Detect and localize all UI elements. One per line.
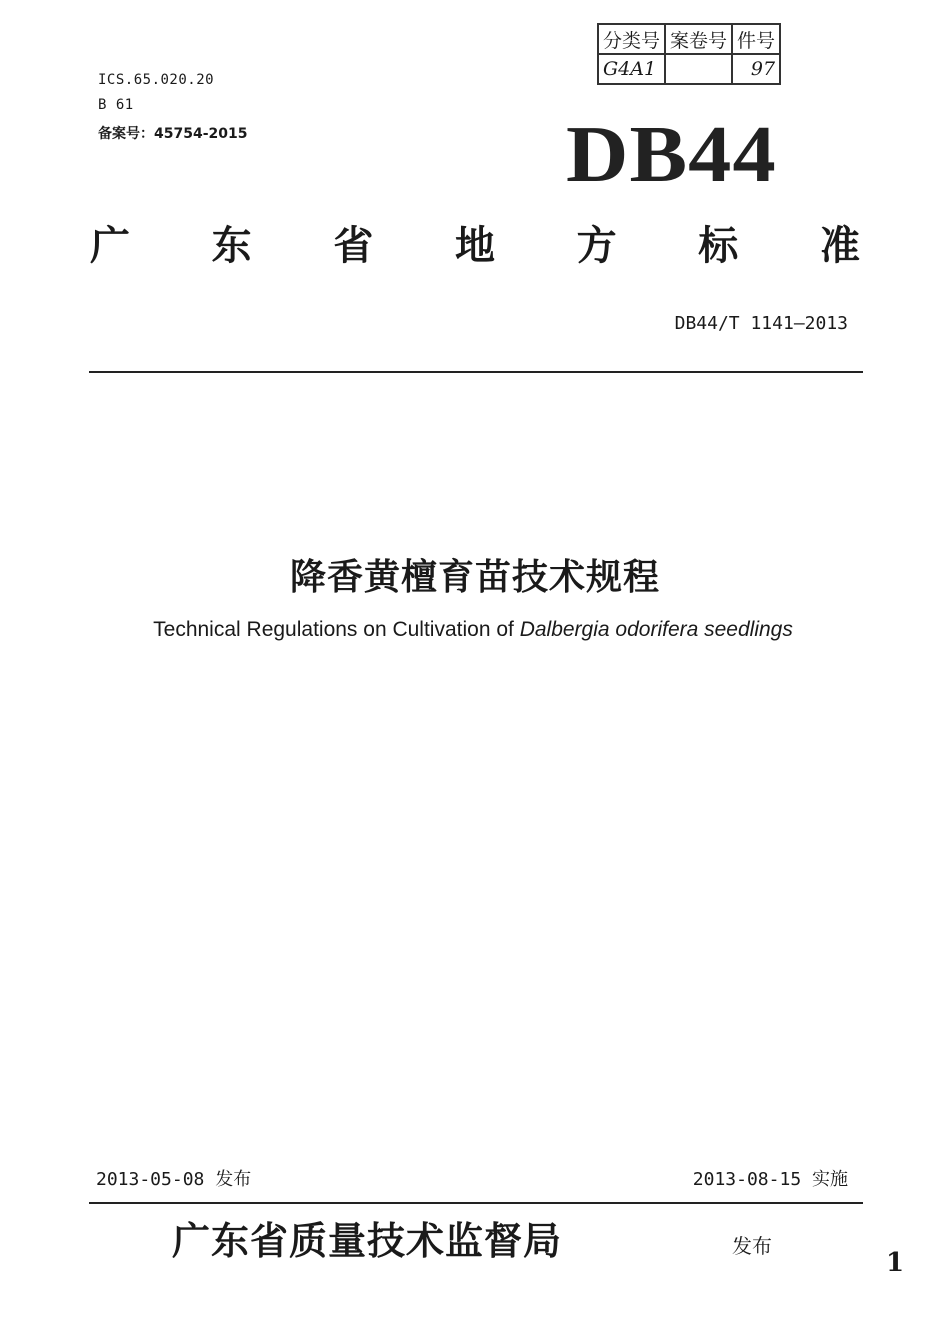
footer-divider [89, 1202, 863, 1204]
stamp-header-file: 案卷号 [665, 24, 732, 54]
heading-char: 东 [211, 223, 252, 269]
heading-char: 方 [576, 223, 617, 269]
archive-stamp [597, 23, 781, 85]
heading-char: 地 [454, 223, 495, 269]
title-english-species: Dalbergia odorifera seedlings [519, 618, 793, 641]
title-chinese: 降香黄檀育苗技术规程 [289, 557, 660, 598]
stamp-value-category: G4A1 [598, 54, 665, 84]
header-divider [89, 371, 863, 373]
heading-char: 省 [333, 223, 374, 269]
standard-type-heading [90, 218, 860, 274]
standard-number: DB44/T 1141—2013 [674, 313, 848, 334]
implementation-date: 2013-08-15 实施 [692, 1169, 848, 1190]
title-english [0, 616, 946, 644]
stamp-header-category: 分类号 [598, 24, 665, 54]
issue-date: 2013-05-08 发布 [96, 1169, 252, 1190]
filing-number: 备案号：45754-2015 [98, 126, 248, 142]
db44-logo: DB44 [566, 111, 777, 199]
heading-char: 标 [698, 223, 739, 269]
heading-char: 准 [819, 223, 860, 269]
title-english-prefix: Technical Regulations on Cultivation of [153, 618, 520, 641]
stamp-header-item: 件号 [732, 24, 780, 54]
ics-code: ICS.65.020.20 [98, 72, 215, 88]
ccs-code: B 61 [98, 97, 134, 113]
issuer-suffix: 发布 [732, 1234, 772, 1258]
issuing-authority: 广东省质量技术监督局 [172, 1218, 563, 1263]
stamp-value-item: 97 [732, 54, 780, 84]
heading-char: 广 [90, 223, 130, 269]
page-number: 1 [886, 1248, 905, 1278]
stamp-value-file [665, 54, 732, 84]
